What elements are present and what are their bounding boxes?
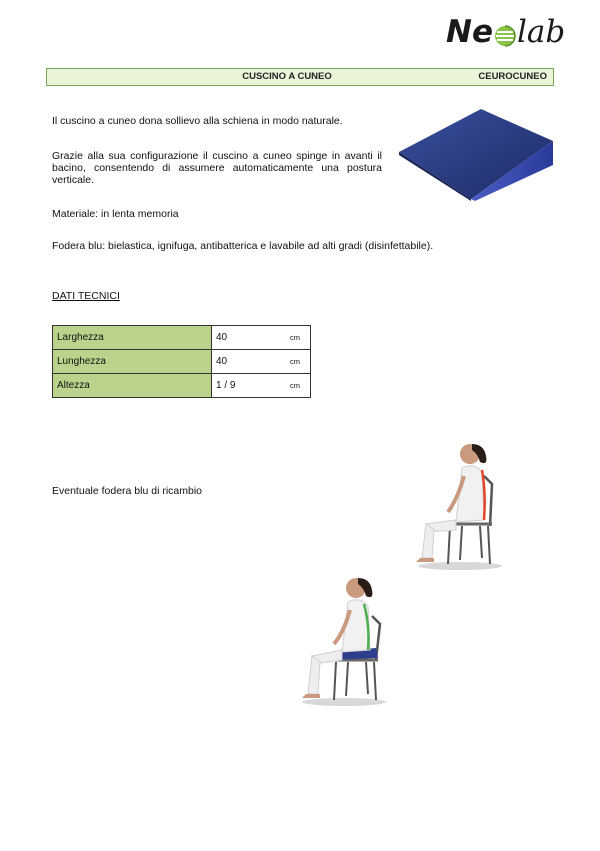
logo-text-right: lab xyxy=(516,14,566,50)
product-header-bar xyxy=(46,68,554,86)
table-row xyxy=(53,326,311,350)
description-paragraph-2: Grazie alla sua configurazione il cuscino a cuneo spinge in avanti il bacino, consentendo di assumere automaticamente una postura verticale. xyxy=(52,150,382,186)
material-text: Materiale: in lenta memoria xyxy=(52,208,179,220)
spec-label: Lunghezza xyxy=(53,350,212,374)
spec-unit: cm xyxy=(290,381,300,390)
seated-posture-cushion-image xyxy=(298,566,393,708)
spec-value: 40 xyxy=(216,332,228,343)
spec-value-cell xyxy=(212,374,311,398)
spec-unit: cm xyxy=(290,357,300,366)
description-paragraph-1: Il cuscino a cuneo dona sollievo alla schiena in modo naturale. xyxy=(52,115,343,127)
specs-table xyxy=(52,325,311,398)
spec-value-cell xyxy=(212,326,311,350)
logo-text-left: Ne xyxy=(446,14,493,50)
product-code: CEUROCUNEO xyxy=(478,71,547,82)
cover-text: Fodera blu: bielastica, ignifuga, antibatterica e lavabile ad alti gradi (disinfettabile). xyxy=(52,240,434,252)
table-row xyxy=(53,350,311,374)
brand-logo xyxy=(446,12,565,52)
spec-unit: cm xyxy=(290,333,300,342)
product-title: CUSCINO A CUNEO xyxy=(242,71,332,82)
spec-label: Altezza xyxy=(53,374,212,398)
spec-label: Larghezza xyxy=(53,326,212,350)
wedge-cushion-image xyxy=(395,107,555,202)
replacement-cover-note: Eventuale fodera blu di ricambio xyxy=(52,485,203,497)
table-row xyxy=(53,374,311,398)
spec-value: 1 / 9 xyxy=(216,380,236,391)
seated-posture-image xyxy=(412,432,507,572)
spec-value-cell xyxy=(212,350,311,374)
section-title: DATI TECNICI xyxy=(52,290,120,302)
spec-value: 40 xyxy=(216,356,228,367)
logo-leaf-icon xyxy=(494,24,516,48)
